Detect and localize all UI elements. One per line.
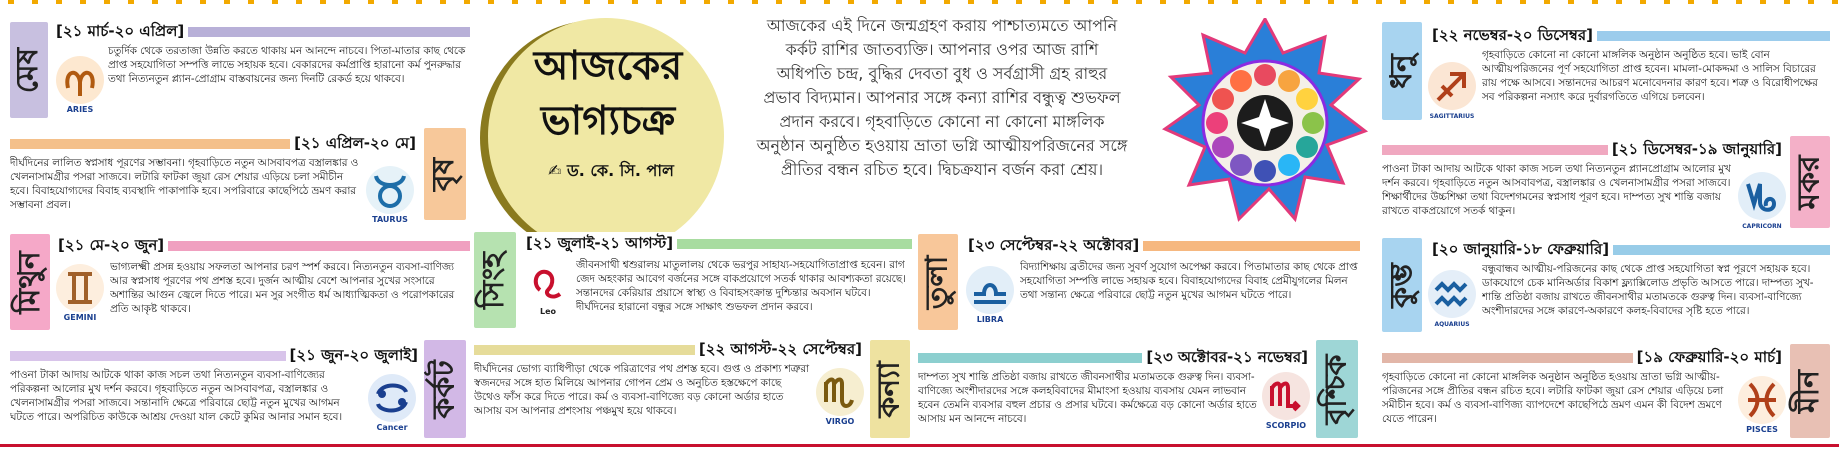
sign-prediction: দাম্পত্য সুখ শান্তি প্রতিষ্ঠা বজায় রাখতে জীবনসাথীর মতামতকে গুরুত্ব দিন। ব্যবসা-বাণিজ্যে অংশীদারদের সঙ্গে কলহবিবাদের মীমাংসা হওয়ায় ব্যবসায় যেমন লাভবান হবেন তেমনি ব্যবসার বহুল প্রচার ও প্রসার ঘটবে। কর্মক্ষেত্রে বড় কোনো অর্ডার হাতে আসায় মন আনন্দে নাচবে। bbox=[918, 371, 1257, 425]
top-dash bbox=[1688, 0, 1694, 4]
top-dash bbox=[872, 0, 878, 4]
top-dash bbox=[1592, 0, 1598, 4]
top-dash bbox=[176, 0, 182, 4]
top-dash bbox=[128, 0, 134, 4]
sign-name-tab bbox=[10, 22, 48, 118]
sign-name-tab bbox=[1316, 340, 1358, 438]
top-dash bbox=[1640, 0, 1646, 4]
sign-name: মেষ bbox=[10, 47, 46, 93]
sign-dates: [২১ ডিসেম্বর-১৯ জানুয়ারি] bbox=[1608, 138, 1786, 163]
top-dash bbox=[944, 0, 950, 4]
top-dash bbox=[1616, 0, 1622, 4]
top-dash bbox=[1400, 0, 1406, 4]
top-dash bbox=[992, 0, 998, 4]
top-dash bbox=[1832, 0, 1838, 4]
sign-prediction: চতুর্দিক থেকে তরতাজা উন্নতি করতে থাকায় মন আনন্দে নাচবে। পিতা-মাতার কাছ থেকে প্রাপ্ত সহযোগিতা সম্পত্তি লাভে সহায়ক হবে। বেকারদের কর্মপ্রাপ্তি হারানো কর্ম পুনরুদ্ধার তথা নিত্যনতুন প্ল্যান-প্রোগ্রাম বাস্তবায়নের জন্য দিনটি রেকর্ড হয়ে থাকবে। bbox=[108, 45, 466, 85]
sign-prediction: বন্ধুবান্ধব আত্মীয়-পরিজনের কাছ থেকে প্রাপ্ত সহযোগিতা স্বপ্ন পূরণে সহায়ক হবে। ডাকযোগে চেক মানিঅর্ডার বিকাশ ফ্ল্যাক্সিলোড প্রভৃতি আসতে পারে। দাম্পত্য সুখ-শান্তি প্রতিষ্ঠা বজায় রাখতে জীবনসাথীর মতামতকে গুরুত্ব দিন। ব্যবসা-বাণিজ্যে অংশীদারদের সঙ্গে কারণে-অকারণে কলহ-বিবাদের সৃষ্টি হতে পারে। bbox=[1482, 263, 1814, 317]
sign-name-tab bbox=[474, 232, 516, 328]
top-dash bbox=[200, 0, 206, 4]
sign-name-tab bbox=[424, 340, 466, 438]
sign-name-tab bbox=[1382, 22, 1422, 120]
sign-dates: [২১ মার্চ-২০ এপ্রিল] bbox=[52, 20, 188, 45]
top-dash bbox=[824, 0, 830, 4]
top-dash bbox=[1160, 0, 1166, 4]
sagittarius-icon: SAGITTARIUS bbox=[1428, 62, 1476, 110]
header-bar bbox=[1597, 31, 1830, 41]
sign-header bbox=[474, 340, 866, 360]
header-bar bbox=[474, 345, 695, 355]
sign-prediction: বিদ্যাশিক্ষায় ব্রতীদের জন্য সুবর্ণ সুযোগ অপেক্ষা করবে। পিতামাতার কাছ থেকে প্রাপ্ত সহযোগিতা সম্পত্তি লাভে সহায়ক হবে। বিবাহযোগ্যদের বিবাহ প্রেমীযুগলের মিলন তথা সন্তান্য ক্ষেত্রে পরিবারে ছোট্ট নতুন মুখের আগমন ঘটতে পারে। bbox=[1020, 261, 1358, 301]
sign-name-tab bbox=[918, 234, 958, 330]
top-dash bbox=[1448, 0, 1454, 4]
header-bar bbox=[10, 139, 290, 149]
header-bar bbox=[188, 27, 470, 37]
sign-name: ধনু bbox=[1383, 53, 1419, 89]
header-bar bbox=[168, 241, 470, 251]
sign-name-tab bbox=[870, 340, 910, 438]
page-title: আজকের ভাগ্যচক্র bbox=[533, 42, 683, 144]
top-dash bbox=[488, 0, 494, 4]
top-dash bbox=[104, 0, 110, 4]
top-dash bbox=[1472, 0, 1478, 4]
sign-header bbox=[52, 22, 470, 42]
cancer-icon: Cancer bbox=[368, 374, 416, 422]
top-dash bbox=[1256, 0, 1262, 4]
header-bar bbox=[1382, 145, 1608, 155]
top-dash bbox=[1736, 0, 1742, 4]
top-dash bbox=[1328, 0, 1334, 4]
sign-prediction: দীর্ঘদিনের লালিত স্বপ্নসাধ পূরণের সম্ভাবনা। গৃহবাড়িতে নতুন আসবাবপত্র বস্ত্রালঙ্কার ও খেলনাসামগ্রীর পসরা সাজবে। লটারি ফাটকা জুয়া রেস শেয়ার এড়িয়ে চলা সমীচীন হবে। বিবাহযোগ্যদের বিবাহ ব্যবস্থাদি পাকাপাকি হবে। সপরিবারে কাছেপিঠে ভ্রমণ করার সম্ভাবনা প্রবল। bbox=[10, 157, 359, 211]
sign-dates: [২৩ অক্টোবর-২১ নভেম্বর] bbox=[1142, 346, 1312, 371]
top-dash bbox=[392, 0, 398, 4]
top-dash bbox=[1808, 0, 1814, 4]
capricorn-icon: CAPRICORN bbox=[1738, 172, 1786, 220]
sign-header bbox=[522, 234, 912, 254]
sign-prediction: ভাগ্যলক্ষ্মী প্রসন্ন হওয়ায় সফলতা আপনার চরণ স্পর্শ করবে। নিত্যনতুন ব্যবসা-বাণিজ্য আর স্বপ্নসাধ পূরণের পথ প্রশস্ত হবে। দুর্জন আত্মীয় বেশে আপনার সুখের সংসারে অশান্তির আগুন জ্বেলে দিতে পারে। মন সুর সংগীত ধর্ম আধ্যাত্মিকতা ও পরোপকারের প্রতি আকৃষ্ট থাকবে। bbox=[110, 261, 455, 315]
sign-dates: [২১ জুলাই-২১ আগস্ট] bbox=[522, 232, 677, 257]
sign-name: কর্কট bbox=[426, 359, 462, 419]
top-dash bbox=[1424, 0, 1430, 4]
header-bar bbox=[677, 239, 912, 249]
sign-name: কুম্ভ bbox=[1383, 262, 1419, 308]
author-name: ড. কে. সি. পাল bbox=[567, 161, 674, 180]
sign-name: সিংহ bbox=[476, 251, 512, 309]
top-dash bbox=[776, 0, 782, 4]
sign-header bbox=[1382, 348, 1786, 368]
top-dash bbox=[1664, 0, 1670, 4]
virgo-icon: VIRGO bbox=[816, 368, 864, 416]
top-dash bbox=[440, 0, 446, 4]
sign-name-tab bbox=[1790, 136, 1830, 228]
top-dash bbox=[1208, 0, 1214, 4]
sign-name: তুলা bbox=[919, 255, 955, 309]
leo-icon: Leo bbox=[524, 258, 572, 306]
top-dash bbox=[1088, 0, 1094, 4]
taurus-icon: TAURUS bbox=[366, 166, 414, 214]
top-dash bbox=[1544, 0, 1550, 4]
top-dash bbox=[416, 0, 422, 4]
top-dash bbox=[608, 0, 614, 4]
top-dash bbox=[32, 0, 38, 4]
top-dash bbox=[320, 0, 326, 4]
top-dash bbox=[728, 0, 734, 4]
top-dash bbox=[584, 0, 590, 4]
sign-name: কন্যা bbox=[871, 360, 907, 418]
top-dash bbox=[1064, 0, 1070, 4]
sign-header bbox=[1382, 140, 1786, 160]
sign-dates: [১৯ ফেব্রুয়ারি-২০ মার্চ] bbox=[1633, 346, 1786, 371]
header-bar bbox=[918, 353, 1142, 363]
top-dash bbox=[1304, 0, 1310, 4]
top-dash bbox=[464, 0, 470, 4]
top-dash bbox=[1712, 0, 1718, 4]
aquarius-icon: AQUARIUS bbox=[1428, 270, 1476, 318]
bottom-rule bbox=[0, 444, 1839, 447]
top-dash bbox=[1568, 0, 1574, 4]
top-dash bbox=[296, 0, 302, 4]
top-dash bbox=[80, 0, 86, 4]
top-dash bbox=[1232, 0, 1238, 4]
top-dash bbox=[632, 0, 638, 4]
sign-prediction: গৃহবাড়িতে কোনো না কোনো মাঙ্গলিক অনুষ্ঠান অনুষ্ঠিত হবে। ভাই বোন আত্মীয়পরিজনের পূর্ণ সহযোগিতা প্রাপ্ত হবেন। মামলা-মোকদ্দমা ও সালিস বিচারের রায় পক্ষে আসবে। সন্তানদের আচরণ মনোবেদনার কারণ হবে। শত্রু ও বিরোধীপক্ষের সব পরিকল্পনা নস্যাৎ করে দুর্বারগতিতে এগিয়ে চলবেন। bbox=[1482, 49, 1818, 103]
sign-header bbox=[1428, 26, 1830, 46]
top-dash bbox=[752, 0, 758, 4]
top-dash bbox=[368, 0, 374, 4]
zodiac-wheel-icon bbox=[1160, 18, 1370, 228]
aries-icon: ARIES bbox=[56, 56, 104, 104]
top-dash bbox=[1784, 0, 1790, 4]
sign-prediction: দীর্ঘদিনের ভোগ্য ব্যাধিপীড়া থেকে পরিত্রাণের পথ প্রশস্ত হবে। গুপ্ত ও প্রকাশ্য শত্রুরা স্বজনদের সঙ্গে হাত মিলিয়ে আপনার গোপন প্রেম ও অনুচিত হস্তক্ষেপে কাছে উথেও ফাঁস করে দিতে পারে। কর্ম ও ব্যবসা-বাণিজ্যে বড় কোনো অর্ডার হাতে আসায় বস আপনার প্রশংসায় পঞ্চমুখ হয়ে থাকবে। bbox=[474, 363, 810, 417]
top-dash bbox=[248, 0, 254, 4]
top-dash bbox=[152, 0, 158, 4]
top-accent-dashes bbox=[0, 0, 1839, 4]
sign-name: বৃশ্চিক bbox=[1318, 353, 1354, 425]
top-dash bbox=[1352, 0, 1358, 4]
sign-prediction: জীবনসাথী শ্বশুরালয় মাতুলালয় থেকে ভরপুর সাহায্য-সহযোগিতাপ্রাপ্ত হবেন। রাগ জেদ অহংকার আবেগ বর্জনের সঙ্গে বাকপ্রয়োগে সতর্ক থাকার আবশ্যকতা রয়েছে। সন্তানদের কেরিয়ার প্রয়াসে স্বাস্থ্য ও বিবাহসংক্রান্ত দুশ্চিন্তার অবসান ঘটবে। দীর্ঘদিনের হারানো বন্ধুর সঙ্গে সাক্ষাৎ শুভফল প্রদান করবে। bbox=[576, 259, 906, 313]
sign-dates: [২১ এপ্রিল-২০ মে] bbox=[290, 132, 420, 157]
sign-name-tab bbox=[424, 128, 466, 220]
top-dash bbox=[968, 0, 974, 4]
top-dash bbox=[1520, 0, 1526, 4]
sign-dates: [২২ আগস্ট-২২ সেপ্টেম্বর] bbox=[695, 338, 866, 363]
top-dash bbox=[224, 0, 230, 4]
birthday-intro: আজকের এই দিনে জন্মগ্রহণ করায় পাশ্চাত্যমতে আপনি কর্কট রাশির জাতব্যক্তি। আপনার ওপর আজ রাশি অধিপতি চন্দ্র, বুদ্ধির দেবতা বুধ ও সর্বগ্রাসী গ্রহ রাহুর প্রভাব বিদ্যমান। আপনার সঙ্গে কন্যা রাশির বন্ধুত্ব শুভফল প্রদান করবে। গৃহবাড়িতে কোনো না কোনো মাঙ্গলিক অনুষ্ঠান অনুষ্ঠিত হওয়ায় ভ্রাতা ভগ্নি আত্মীয়পরিজনের সঙ্গে প্রীতির বন্ধন রচিত হবে। দ্বিচক্রযান বর্জন করা শ্রেয়। bbox=[756, 16, 1128, 179]
top-dash bbox=[848, 0, 854, 4]
top-dash bbox=[512, 0, 518, 4]
top-dash bbox=[1136, 0, 1142, 4]
sign-header bbox=[918, 348, 1312, 368]
top-dash bbox=[344, 0, 350, 4]
sign-header bbox=[10, 134, 420, 154]
scorpio-icon: SCORPIO bbox=[1262, 372, 1310, 420]
gemini-icon: GEMINI bbox=[56, 264, 104, 312]
top-dash bbox=[680, 0, 686, 4]
title-block bbox=[488, 18, 740, 258]
pen-icon: ✍ bbox=[548, 161, 562, 180]
sign-prediction: পাওনা টাকা আদায় আটকে থাকা কাজ সচল তথা নিত্যনতুন ব্যবসা-বাণিজ্যের পরিকল্পনা আলোর মুখ দর্শন করবে। গৃহবাড়িতে নতুন আসবাবপত্র, বস্ত্রালঙ্কার ও খেলনাসামগ্রীর পসরা সাজবে। সন্তানাদি ক্ষেত্রে পরিবারে ছোট্ট নতুন মুখের আগমন ঘটতে পারে। অপরিচিত কাউকে আশ্রয় দেওয়া যাল কেটে কুমির আনার সমান হবে। bbox=[10, 369, 343, 423]
sign-dates: [২০ জানুয়ারি-১৮ ফেব্রুয়ারি] bbox=[1428, 238, 1613, 263]
header-bar bbox=[10, 351, 286, 361]
sign-header bbox=[54, 236, 470, 256]
top-dash bbox=[656, 0, 662, 4]
sign-prediction: গৃহবাড়িতে কোনো না কোনো মাঙ্গলিক অনুষ্ঠান অনুষ্ঠিত হওয়ায় ভ্রাতা ভগ্নি আত্মীয়-পরিজনের সঙ্গে প্রীতির বন্ধন রচিত হবে। লটারি ফাটকা জুয়া রেস শেয়ার এড়িয়ে চলা সমীচীন হবে। কর্ম ও ব্যবসা-বাণিজ্য ব্যাপদেশে কাছেপিঠে ভ্রমণ এমন কী বিদেশ ভ্রমণে যেতে পারেন। bbox=[1382, 371, 1724, 425]
top-dash bbox=[920, 0, 926, 4]
top-dash bbox=[56, 0, 62, 4]
sign-name-tab bbox=[1790, 344, 1830, 438]
header-bar bbox=[1143, 241, 1360, 251]
zodiac-wheel-image bbox=[1160, 18, 1370, 228]
sign-name-tab bbox=[1382, 238, 1422, 332]
top-dash bbox=[800, 0, 806, 4]
sign-name: মিথুন bbox=[11, 250, 47, 314]
sign-name: মকর bbox=[1791, 154, 1827, 210]
top-dash bbox=[560, 0, 566, 4]
top-dash bbox=[1184, 0, 1190, 4]
sign-name: বৃষ bbox=[426, 157, 462, 191]
top-dash bbox=[272, 0, 278, 4]
header-bar bbox=[1382, 353, 1633, 363]
sign-header bbox=[1428, 240, 1830, 260]
top-dash bbox=[536, 0, 542, 4]
top-dash bbox=[704, 0, 710, 4]
libra-icon: LIBRA bbox=[966, 266, 1014, 314]
top-dash bbox=[1760, 0, 1766, 4]
pisces-icon: PISCES bbox=[1738, 376, 1786, 424]
header-bar bbox=[1613, 245, 1830, 255]
top-dash bbox=[8, 0, 14, 4]
sign-prediction: পাওনা টাকা আদায় আটকে থাকা কাজ সচল তথা নিত্যনতুন প্ল্যানপ্রোগ্রাম আলোর মুখ দর্শন করবে। গৃহবাড়িতে নতুন আসবাবপত্র, বস্ত্রালঙ্কার ও খেলনাসামগ্রীর পসরা সাজবে। শিক্ষার্থীদের উচ্চশিক্ষা তথা বিদেশগমনের স্বপ্নসাধ পূরণ হবে। দাম্পত্য সুখ শান্তি বজায় রাখতে বাকপ্রয়োগে সতর্ক থাকুন। bbox=[1382, 163, 1731, 217]
sign-header bbox=[964, 236, 1360, 256]
sign-dates: [২২ নভেম্বর-২০ ডিসেম্বর] bbox=[1428, 24, 1597, 49]
sign-name-tab bbox=[10, 234, 50, 330]
sign-dates: [২১ মে-২০ জুন] bbox=[54, 234, 168, 259]
top-dash bbox=[1112, 0, 1118, 4]
top-dash bbox=[896, 0, 902, 4]
sign-header bbox=[10, 346, 422, 366]
top-dash bbox=[1040, 0, 1046, 4]
sign-dates: [২১ জুন-২০ জুলাই] bbox=[286, 344, 423, 369]
top-dash bbox=[1496, 0, 1502, 4]
top-dash bbox=[1016, 0, 1022, 4]
top-dash bbox=[1280, 0, 1286, 4]
sign-name: মীন bbox=[1791, 369, 1827, 413]
author-byline bbox=[526, 158, 696, 185]
top-dash bbox=[1376, 0, 1382, 4]
sign-dates: [২৩ সেপ্টেম্বর-২২ অক্টোবর] bbox=[964, 234, 1143, 259]
